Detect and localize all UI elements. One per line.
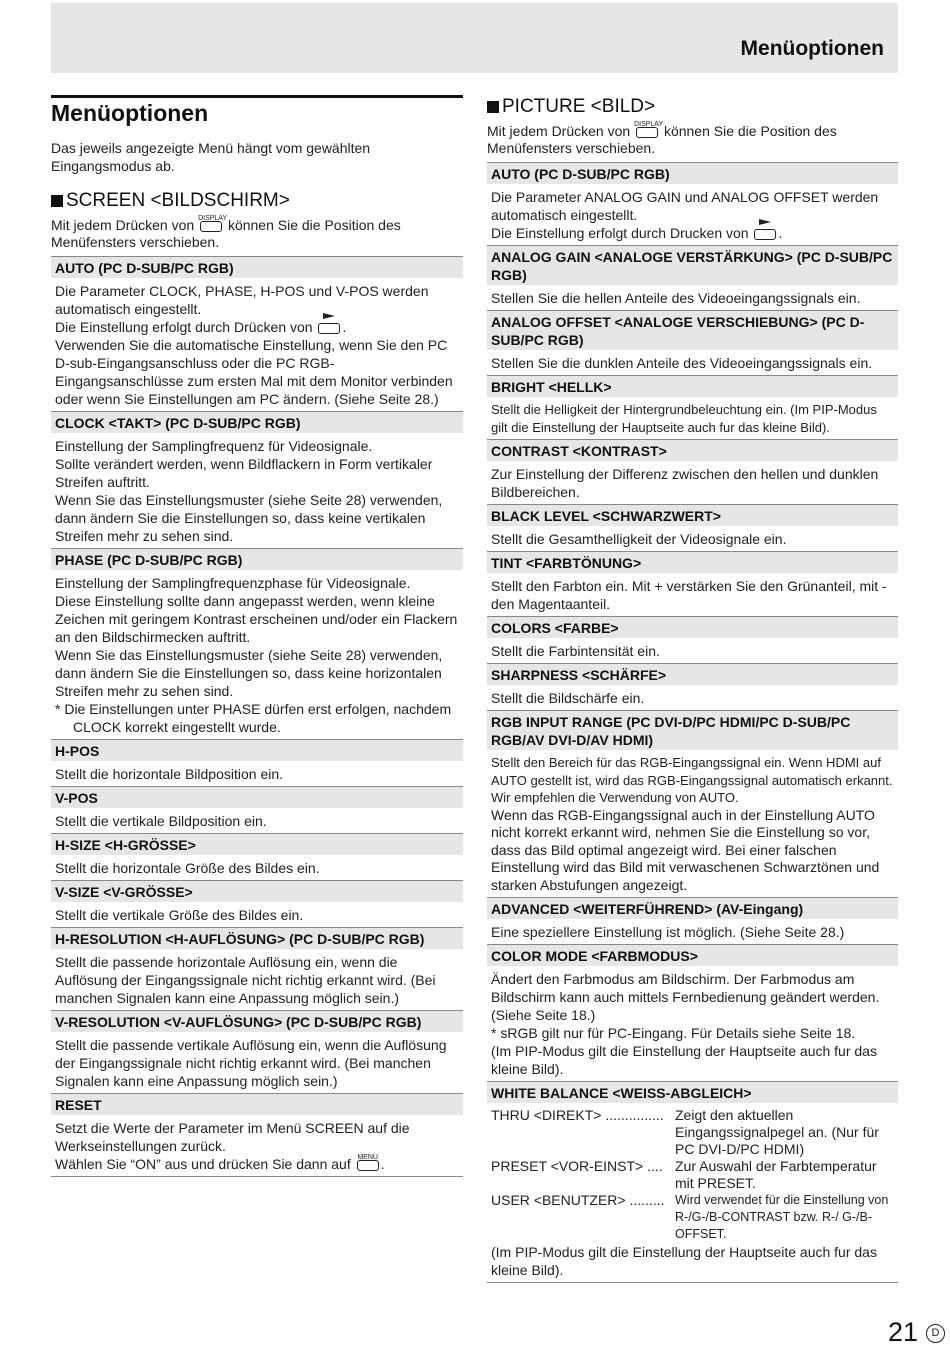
entry-body: Ändert den Farbmodus am Bildschirm. Der Farbmodus am Bildschirm kann auch mittels Fernbedienung geändert werden. (Siehe Seite 18.) * sRGB gilt nur für PC-Eingang. Für Details siehe Seite 18. (Im PIP-Modus gilt die Einstellung der Hauptseite auch fur das kleine Bild). [491,971,880,1077]
entry-body: Stellen Sie die dunklen Anteile des Videoeingangssignals ein. [491,355,873,371]
entry-clock [51,411,463,548]
entry-color-mode [487,944,898,1081]
entry-body: Stellt den Farbton ein. Mit + verstärken Sie den Grünanteil, mit - den Magentaanteil. [491,578,887,612]
entry-bright [487,375,898,439]
entry-body: Stellt die passende horizontale Auflösung ein, wenn die Auflösung der Eingangssignale nicht richtig erkannt wird. (Bei manchen Signalen kann eine Anpassung möglich sein.) [55,954,436,1006]
entry-title: BRIGHT <HELLK> [487,376,898,397]
section-title-text: SCREEN <BILDSCHIRM> [66,190,290,211]
entry-v-size [51,880,463,927]
entry-v-resolution [51,1010,463,1093]
entry-auto [51,256,463,411]
entry-title: TINT <FARBTÖNUNG> [487,552,898,573]
entry-white-balance [487,1081,898,1283]
entry-title: V-RESOLUTION <V-AUFLÖSUNG> (PC D-SUB/PC RGB) [51,1011,463,1032]
entry-title: COLOR MODE <FARBMODUS> [487,945,898,966]
entry-body: Stellt die vertikale Größe des Bildes ein. [55,907,304,923]
entry-title: H-SIZE <H-GRÖSSE> [51,834,463,855]
entry-black-level [487,504,898,551]
entry-sharpness [487,663,898,710]
entry-title: PHASE (PC D-SUB/PC RGB) [51,549,463,570]
entry-title: ANALOG OFFSET <ANALOGE VERSCHIEBUNG> (PC D-SUB/PC RGB) [487,311,898,350]
page-title: Menüoptionen [51,100,209,126]
entry-body: Eine speziellere Einstellung ist möglich. (Siehe Seite 28.) [491,924,845,940]
entry-title: ADVANCED <WEITERFÜHREND> (AV-Eingang) [487,898,898,919]
entry-title: ANALOG GAIN <ANALOGE VERSTÄRKUNG> (PC D-SUB/PC RGB) [487,246,898,285]
entry-title: COLORS <FARBE> [487,617,898,638]
entry-advanced [487,897,898,944]
entry-title: AUTO (PC D-SUB/PC RGB) [487,163,898,184]
section-desc: Mit jedem Drücken von DISPLAY können Sie die Position des Menüfensters verschieben. [487,121,837,156]
entry-h-size [51,833,463,880]
entry-title: CONTRAST <KONTRAST> [487,440,898,461]
bullet-square-icon [487,101,499,113]
entry-title: V-POS [51,787,463,808]
entry-auto [487,162,898,245]
entry-body: Einstellung der Samplingfrequenzphase für Videosignale. Diese Einstellung sollte dann angepasst werden, wenn kleine Zeichen mit geringem Kontrast erscheinen und/oder ein Flackern an den Bildschirmecken auftritt. Wenn Sie das Einstellungsmuster (siehe Seite 28) verwenden, dann ändern Sie die Einstellungen so, dass keine horizontalen Streifen mehr zu sehen sind. * Die Einstellungen unter PHASE dürfen erst erfolgen, nachdem CLOCK korrekt eingestellt wurde. [55,575,458,735]
entry-analog-gain [487,245,898,310]
page-number: 21 [888,1317,919,1347]
entry-h-resolution [51,927,463,1010]
entry-title: SHARPNESS <SCHÄRFE> [487,664,898,685]
entry-body: Die Parameter CLOCK, PHASE, H-POS und V-POS werden automatisch eingestellt. Die Einstellung erfolgt durch Drücken von . Verwenden Sie die automatische Einstellung, wenn Sie den PC D-sub-Eingangsanschluss oder die PC RGB-Eingangsanschlüsse zum ersten Mal mit dem Monitor verbinden oder wenn Sie Einstellungen am PC ändern. (Siehe Seite 28.) [55,283,453,407]
entry-body [487,1103,898,1282]
entry-body: Stellt die passende vertikale Auflösung ein, wenn die Auflösung der Eingangssignale nicht richtig erkannt wird. (Bei manchen Signalen kann eine Anpassung möglich sein.) [55,1037,447,1089]
entry-body: Stellt die horizontale Größe des Bildes ein. [55,860,320,876]
entry-title: CLOCK <TAKT> (PC D-SUB/PC RGB) [51,412,463,433]
header-title: Menüoptionen [740,37,884,60]
entry-body: Stellt den Bereich für das RGB-Eingangssignal ein. Wenn HDMI auf AUTO gestellt ist, wird das RGB-Eingangssignal automatisch erkannt. Wir empfehlen die Verwendung von AUTO. Wenn das RGB-Eingangssignal auch in der Einstellung AUTO nicht korrekt erkannt wird, nehmen Sie die Einstellung so vor, dass das Bild optimal angezeigt wird. Bei einer falschen Einstellung wird das Bild mit verwaschenen Schwarztönen und starken Abstufungen angezeigt. [491,755,893,893]
entry-body: Einstellung der Samplingfrequenz für Videosignale. Sollte verändert werden, wenn Bildflackern in Form vertikaler Streifen auftritt. Wenn Sie das Einstellungsmuster (siehe Seite 28) verwenden, dann ändern Sie die Einstellungen so, dass keine vertikalen Streifen mehr zu sehen sind. [55,438,443,544]
entry-title: WHITE BALANCE <WEISS-ABGLEICH> [487,1082,898,1103]
enter-button-icon [752,226,778,240]
section-desc: Mit jedem Drücken von DISPLAY können Sie die Position des Menüfensters verschieben. [51,215,401,250]
entry-v-pos [51,786,463,833]
left-column [51,95,463,1177]
wb-row-user: USER <BENUTZER> ......... Wird verwendet für die Einstellung von R-/G-/B-CONTRAST bzw. R-/ G-/B-OFFSET. [491,1192,889,1241]
screen-entries [51,256,463,1177]
entry-title: H-POS [51,740,463,761]
entry-title: BLACK LEVEL <SCHWARZWERT> [487,505,898,526]
menu-button-icon: MENU [355,1157,381,1171]
picture-entries [487,162,898,1283]
bullet-square-icon [51,195,63,207]
entry-body: Stellt die Gesamthelligkeit der Videosignale ein. [491,531,787,547]
entry-body: Stellt die horizontale Bildposition ein. [55,766,284,782]
display-button-icon: DISPLAY [634,124,660,138]
right-column [487,95,898,1283]
note: (Im PIP-Modus gilt die Einstellung der Hauptseite auch fur das kleine Bild). [491,1244,877,1278]
entry-analog-offset [487,310,898,375]
section-title-screen [51,189,463,213]
entry-body: Zur Einstellung der Differenz zwischen den hellen und dunklen Bildbereichen. [491,466,879,500]
entry-tint [487,551,898,616]
intro-text: Das jeweils angezeigte Menü hängt vom gewählten Eingangsmodus ab. [51,140,371,174]
wb-row-thru: THRU <DIREKT> ............... Zeigt den aktuellen Eingangssignalpegel an. (Nur für PC DVI-D/PC HDMI) [491,1107,879,1157]
entry-body: Die Parameter ANALOG GAIN und ANALOG OFFSET werden automatisch eingestellt. Die Einstellung erfolgt durch Drucken von . [491,189,879,241]
entry-body: Stellt die Bildschärfe ein. [491,690,645,706]
entry-body: Setzt die Werte der Parameter im Menü SCREEN auf die Werkseinstellungen zurück. Wählen Sie “ON” aus und drücken Sie dann auf MENU . [55,1120,410,1172]
language-mark: D [926,1324,945,1343]
entry-title: RGB INPUT RANGE (PC DVI-D/PC HDMI/PC D-SUB/PC RGB/AV DVI-D/AV HDMI) [487,711,898,750]
display-button-icon: DISPLAY [198,218,224,232]
entry-body: Stellt die Helligkeit der Hintergrundbeleuchtung ein. (Im PIP-Modus gilt die Einstellung der Hauptseite auch fur das kleine Bild). [491,402,877,435]
entry-title: AUTO (PC D-SUB/PC RGB) [51,257,463,278]
entry-title: RESET [51,1094,463,1115]
entry-colors [487,616,898,663]
entry-phase [51,548,463,739]
entry-title: V-SIZE <V-GRÖSSE> [51,881,463,902]
enter-button-icon [316,320,342,334]
entry-title: H-RESOLUTION <H-AUFLÖSUNG> (PC D-SUB/PC RGB) [51,928,463,949]
entry-body: Stellt die Farbintensität ein. [491,643,660,659]
entry-rgb-input-range [487,710,898,897]
entry-h-pos [51,739,463,786]
note: * Die Einstellungen unter PHASE dürfen erst erfolgen, nachdem CLOCK korrekt eingestellt wurde. [55,701,452,735]
header-band [51,3,898,73]
entry-body: Stellt die vertikale Bildposition ein. [55,813,267,829]
wb-row-preset: PRESET <VOR-EINST> .... Zur Auswahl der Farbtemperatur mit PRESET. [491,1158,877,1191]
entry-reset [51,1093,463,1177]
entry-contrast [487,439,898,504]
section-title-picture [487,95,898,119]
section-title-text: PICTURE <BILD> [502,96,656,117]
entry-body: Stellen Sie die hellen Anteile des Videoeingangssignals ein. [491,290,861,306]
